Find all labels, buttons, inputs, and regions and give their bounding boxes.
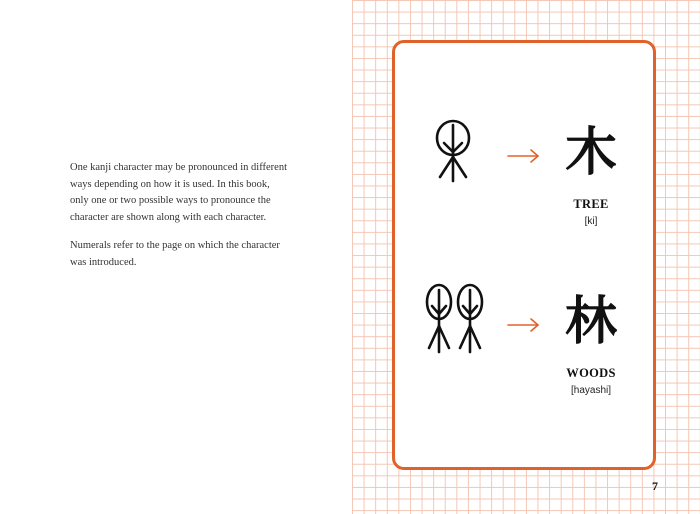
- page-number: 7: [652, 479, 658, 493]
- kanji-reading: [ki]: [584, 216, 598, 227]
- kanji-meaning: WOODS: [566, 366, 616, 380]
- kanji-character: 木: [564, 123, 617, 183]
- tree-pictogram-icon: [433, 119, 473, 183]
- kanji-reading: [hayashi]: [570, 385, 612, 396]
- two-trees-pictogram-icon: [423, 282, 487, 354]
- arrow-right-icon: [507, 318, 541, 332]
- kanji-meaning: TREE: [573, 197, 609, 211]
- right-page-grid: [352, 0, 700, 514]
- arrow-right-icon: [507, 149, 541, 163]
- intro-paragraph-numerals: Numerals refer to the page on which the character was introduced.: [70, 240, 280, 268]
- intro-paragraph-pronunciation: One kanji character may be pronounced in different ways depending on how it is used. In this book, only one or two possible ways to pronounce the character are shown along with each character.: [70, 162, 288, 223]
- intro-text: [70, 160, 290, 283]
- kanji-card: [392, 40, 656, 470]
- kanji-character: 林: [564, 292, 617, 352]
